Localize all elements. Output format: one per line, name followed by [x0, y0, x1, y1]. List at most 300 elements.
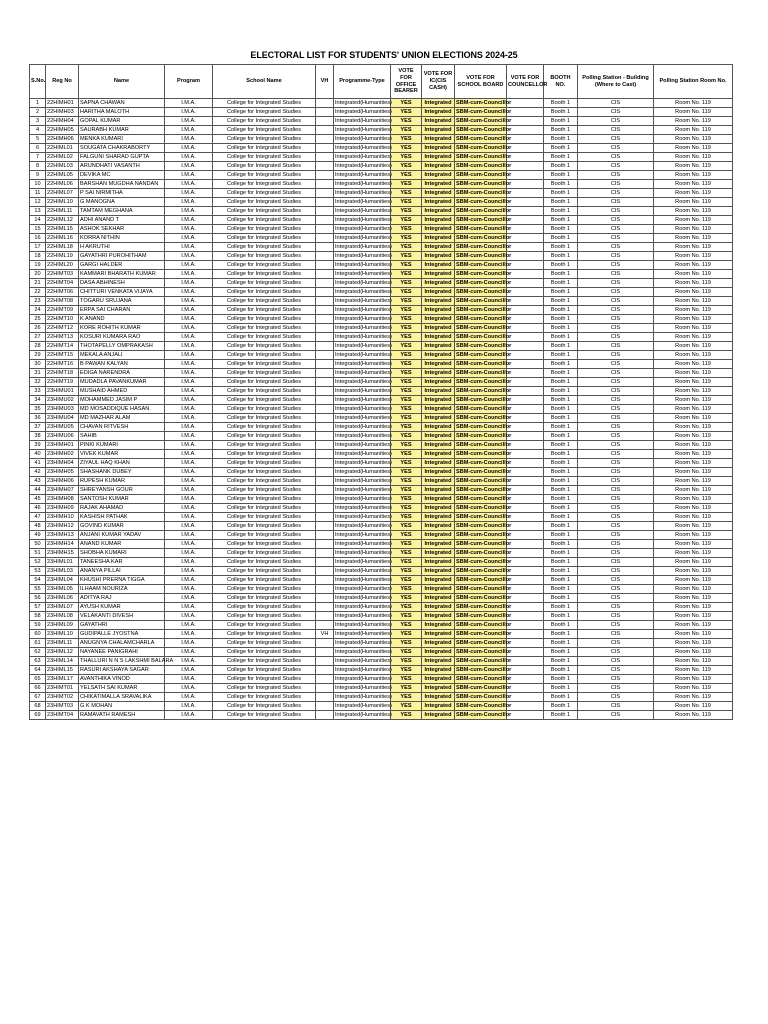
cell-vote-councellor	[507, 522, 544, 531]
cell-polling-room: Room No. 119	[654, 711, 733, 720]
cell-program: I.M.A.	[165, 432, 213, 441]
cell-vote-ic: Integrated	[422, 540, 455, 549]
cell-program: I.M.A.	[165, 513, 213, 522]
cell-reg-no: 22HIMH06	[46, 135, 79, 144]
cell-vote-office-bearer: YES	[391, 99, 422, 108]
cell-vh: VH	[316, 630, 334, 639]
cell-vote-councellor	[507, 477, 544, 486]
cell-programme-type: Integrated(Humanities)	[335, 271, 392, 277]
cell-polling-room: Room No. 119	[654, 126, 733, 135]
cell-program: I.M.A.	[165, 531, 213, 540]
cell-booth: Booth 1	[544, 342, 578, 351]
table-row	[30, 288, 733, 297]
cell-school: College for Integrated Studies	[213, 657, 316, 666]
cell-vote-councellor	[507, 702, 544, 711]
cell-polling-building: CIS	[578, 441, 654, 450]
cell-reg-no: 23HIMT01	[46, 684, 79, 693]
cell-school: College for Integrated Studies	[213, 360, 316, 369]
cell-vote-ic: Integrated	[422, 414, 455, 423]
cell-polling-room: Room No. 119	[654, 540, 733, 549]
cell-sno: 8	[30, 162, 46, 171]
cell-vote-office-bearer: YES	[391, 603, 422, 612]
table-row	[30, 351, 733, 360]
cell-program: I.M.A.	[165, 603, 213, 612]
cell-programme-type: Integrated(Humanities)	[335, 703, 392, 709]
cell-sno: 56	[30, 594, 46, 603]
cell-booth: Booth 1	[544, 126, 578, 135]
table-row	[30, 306, 733, 315]
cell-program: I.M.A.	[165, 198, 213, 207]
cell-vote-ic: Integrated	[422, 360, 455, 369]
cell-vote-councellor	[507, 243, 544, 252]
cell-sno: 34	[30, 396, 46, 405]
table-row	[30, 117, 733, 126]
table-row	[30, 279, 733, 288]
cell-vh	[316, 612, 334, 621]
cell-vote-office-bearer: YES	[391, 261, 422, 270]
cell-sno: 2	[30, 108, 46, 117]
cell-polling-building: CIS	[578, 297, 654, 306]
cell-vote-school-board: SBM-cum-Councillor	[456, 181, 512, 187]
cell-program: I.M.A.	[165, 270, 213, 279]
cell-program: I.M.A.	[165, 459, 213, 468]
cell-programme-type: Integrated(Humanities)	[335, 217, 392, 223]
cell-vote-ic: Integrated	[422, 306, 455, 315]
cell-polling-room: Room No. 119	[654, 207, 733, 216]
cell-vote-ic: Integrated	[422, 117, 455, 126]
table-row	[30, 405, 733, 414]
cell-reg-no: 22HIMT10	[46, 315, 79, 324]
cell-polling-building: CIS	[578, 144, 654, 153]
cell-vh	[316, 99, 334, 108]
cell-polling-room: Room No. 119	[654, 675, 733, 684]
cell-programme-type: Integrated(Humanities)	[335, 658, 392, 664]
cell-booth: Booth 1	[544, 387, 578, 396]
cell-vote-school-board: SBM-cum-Councillor	[456, 343, 512, 349]
cell-polling-building: CIS	[578, 657, 654, 666]
cell-sno: 28	[30, 342, 46, 351]
cell-vote-councellor	[507, 639, 544, 648]
cell-polling-room: Room No. 119	[654, 684, 733, 693]
cell-reg-no: 23HIMU06	[46, 432, 79, 441]
cell-reg-no: 23HIML07	[46, 603, 79, 612]
cell-program: I.M.A.	[165, 648, 213, 657]
cell-booth: Booth 1	[544, 288, 578, 297]
cell-school: College for Integrated Studies	[213, 216, 316, 225]
cell-vh	[316, 405, 334, 414]
col-header-vh: VH	[316, 65, 334, 99]
cell-vote-councellor	[507, 459, 544, 468]
cell-sno: 65	[30, 675, 46, 684]
cell-vote-councellor	[507, 261, 544, 270]
cell-school: College for Integrated Studies	[213, 279, 316, 288]
cell-vote-office-bearer: YES	[391, 234, 422, 243]
table-row	[30, 153, 733, 162]
cell-polling-room: Room No. 119	[654, 342, 733, 351]
cell-polling-room: Room No. 119	[654, 225, 733, 234]
cell-reg-no: 22HIMH03	[46, 108, 79, 117]
cell-vote-school-board: SBM-cum-Councillor	[456, 586, 512, 592]
table-row	[30, 711, 733, 720]
cell-booth: Booth 1	[544, 315, 578, 324]
cell-reg-no: 23HIMH13	[46, 531, 79, 540]
cell-name: AVANTHIKA VINOD	[79, 675, 165, 684]
cell-polling-building: CIS	[578, 621, 654, 630]
cell-sno: 26	[30, 324, 46, 333]
cell-reg-no: 22HIML05	[46, 171, 79, 180]
cell-programme-type: Integrated(Humanities)	[335, 388, 392, 394]
cell-vh	[316, 702, 334, 711]
cell-polling-building: CIS	[578, 540, 654, 549]
cell-vote-school-board: SBM-cum-Councillor	[456, 523, 512, 529]
cell-vote-school-board: SBM-cum-Councillor	[456, 604, 512, 610]
cell-school: College for Integrated Studies	[213, 243, 316, 252]
cell-vote-office-bearer: YES	[391, 639, 422, 648]
cell-vote-office-bearer: YES	[391, 486, 422, 495]
col-header-vote-office-bearer: VOTE FOR OFFICE BEARER	[391, 65, 422, 99]
cell-reg-no: 23HIMT04	[46, 711, 79, 720]
cell-program: I.M.A.	[165, 612, 213, 621]
cell-name: PINKI KUMARI	[79, 441, 165, 450]
cell-vote-school-board: SBM-cum-Councillor	[456, 208, 512, 214]
cell-sno: 41	[30, 459, 46, 468]
cell-vote-school-board: SBM-cum-Councillor	[456, 370, 512, 376]
cell-polling-room: Room No. 119	[654, 360, 733, 369]
cell-booth: Booth 1	[544, 396, 578, 405]
cell-vote-office-bearer: YES	[391, 576, 422, 585]
cell-vote-office-bearer: YES	[391, 216, 422, 225]
cell-program: I.M.A.	[165, 207, 213, 216]
cell-programme-type: Integrated(Humanities)	[335, 631, 392, 637]
cell-polling-room: Room No. 119	[654, 153, 733, 162]
cell-sno: 25	[30, 315, 46, 324]
cell-polling-building: CIS	[578, 315, 654, 324]
cell-reg-no: 23HIMT02	[46, 693, 79, 702]
cell-name: YELSATH SAI KUMAR	[79, 684, 165, 693]
cell-vote-school-board: SBM-cum-Councillor	[456, 190, 512, 196]
cell-reg-no: 22HIMT14	[46, 342, 79, 351]
cell-polling-room: Room No. 119	[654, 261, 733, 270]
cell-vote-office-bearer: YES	[391, 549, 422, 558]
cell-reg-no: 22HIML03	[46, 162, 79, 171]
cell-sno: 35	[30, 405, 46, 414]
cell-vh	[316, 684, 334, 693]
cell-vote-councellor	[507, 153, 544, 162]
cell-vote-office-bearer: YES	[391, 540, 422, 549]
cell-school: College for Integrated Studies	[213, 225, 316, 234]
table-row	[30, 639, 733, 648]
cell-vote-office-bearer: YES	[391, 432, 422, 441]
cell-sno: 18	[30, 252, 46, 261]
cell-polling-building: CIS	[578, 396, 654, 405]
cell-vote-ic: Integrated	[422, 279, 455, 288]
cell-vote-office-bearer: YES	[391, 666, 422, 675]
cell-vote-councellor	[507, 594, 544, 603]
cell-reg-no: 23HIML01	[46, 558, 79, 567]
cell-reg-no: 23HIMH07	[46, 486, 79, 495]
cell-vote-ic: Integrated	[422, 198, 455, 207]
cell-program: I.M.A.	[165, 657, 213, 666]
cell-reg-no: 23HIMH08	[46, 495, 79, 504]
cell-vote-ic: Integrated	[422, 486, 455, 495]
cell-polling-room: Room No. 119	[654, 648, 733, 657]
cell-polling-building: CIS	[578, 702, 654, 711]
cell-vote-office-bearer: YES	[391, 522, 422, 531]
cell-programme-type: Integrated(Humanities)	[335, 109, 392, 115]
cell-programme-type: Integrated(Humanities)	[335, 136, 392, 142]
cell-school: College for Integrated Studies	[213, 711, 316, 720]
cell-vote-ic: Integrated	[422, 252, 455, 261]
cell-booth: Booth 1	[544, 369, 578, 378]
cell-vote-councellor	[507, 648, 544, 657]
cell-sno: 23	[30, 297, 46, 306]
cell-vote-councellor	[507, 252, 544, 261]
cell-polling-building: CIS	[578, 711, 654, 720]
cell-booth: Booth 1	[544, 270, 578, 279]
cell-name: RUPESH KUMAR	[79, 477, 165, 486]
col-header-name: Name	[79, 65, 165, 99]
cell-reg-no: 23HIMU03	[46, 405, 79, 414]
cell-program: I.M.A.	[165, 180, 213, 189]
cell-vote-school-board: SBM-cum-Councillor	[456, 577, 512, 583]
cell-vote-school-board: SBM-cum-Councillor	[456, 262, 512, 268]
cell-polling-room: Room No. 119	[654, 630, 733, 639]
cell-vote-councellor	[507, 675, 544, 684]
cell-polling-room: Room No. 119	[654, 144, 733, 153]
cell-sno: 63	[30, 657, 46, 666]
cell-polling-room: Room No. 119	[654, 405, 733, 414]
cell-vote-office-bearer: YES	[391, 396, 422, 405]
cell-vote-ic: Integrated	[422, 621, 455, 630]
cell-sno: 17	[30, 243, 46, 252]
cell-name: ADHI ANAND T	[79, 216, 165, 225]
cell-vote-school-board: SBM-cum-Councillor	[456, 145, 512, 151]
cell-programme-type: Integrated(Humanities)	[335, 235, 392, 241]
cell-sno: 52	[30, 558, 46, 567]
table-row	[30, 675, 733, 684]
table-row	[30, 495, 733, 504]
cell-vote-councellor	[507, 495, 544, 504]
cell-polling-room: Room No. 119	[654, 117, 733, 126]
cell-program: I.M.A.	[165, 693, 213, 702]
cell-vote-ic: Integrated	[422, 522, 455, 531]
cell-reg-no: 22HIMT04	[46, 279, 79, 288]
cell-vote-school-board: SBM-cum-Councillor	[456, 109, 512, 115]
cell-vh	[316, 540, 334, 549]
cell-vote-ic: Integrated	[422, 576, 455, 585]
cell-vote-ic: Integrated	[422, 441, 455, 450]
cell-polling-building: CIS	[578, 603, 654, 612]
cell-name: MUDADLA PAVANKUMAR	[79, 378, 165, 387]
cell-name: ANJANI KUMAR YADAV	[79, 531, 165, 540]
cell-vh	[316, 432, 334, 441]
cell-polling-room: Room No. 119	[654, 189, 733, 198]
cell-sno: 14	[30, 216, 46, 225]
cell-sno: 68	[30, 702, 46, 711]
cell-name: CHIKATIMALLA SRAVALIKA	[79, 693, 165, 702]
cell-program: I.M.A.	[165, 243, 213, 252]
cell-polling-room: Room No. 119	[654, 279, 733, 288]
cell-programme-type: Integrated(Humanities)	[335, 523, 392, 529]
cell-name: KAMMARI BHARATH KUMAR	[79, 270, 165, 279]
cell-polling-room: Room No. 119	[654, 369, 733, 378]
cell-polling-building: CIS	[578, 234, 654, 243]
cell-program: I.M.A.	[165, 549, 213, 558]
cell-vote-school-board: SBM-cum-Councillor	[456, 694, 512, 700]
cell-vote-councellor	[507, 468, 544, 477]
cell-school: College for Integrated Studies	[213, 207, 316, 216]
cell-vh	[316, 531, 334, 540]
cell-program: I.M.A.	[165, 684, 213, 693]
cell-polling-building: CIS	[578, 477, 654, 486]
cell-vh	[316, 522, 334, 531]
cell-vote-ic: Integrated	[422, 315, 455, 324]
cell-programme-type: Integrated(Humanities)	[335, 478, 392, 484]
cell-program: I.M.A.	[165, 378, 213, 387]
cell-booth: Booth 1	[544, 198, 578, 207]
cell-vote-office-bearer: YES	[391, 288, 422, 297]
table-row	[30, 171, 733, 180]
cell-name: RAMAVATH RAMESH	[79, 711, 165, 720]
cell-program: I.M.A.	[165, 675, 213, 684]
cell-program: I.M.A.	[165, 567, 213, 576]
cell-polling-building: CIS	[578, 504, 654, 513]
cell-reg-no: 23HIML05	[46, 585, 79, 594]
cell-vote-school-board: SBM-cum-Councillor	[456, 100, 512, 106]
cell-program: I.M.A.	[165, 639, 213, 648]
cell-program: I.M.A.	[165, 99, 213, 108]
cell-school: College for Integrated Studies	[213, 585, 316, 594]
cell-vote-school-board: SBM-cum-Councillor	[456, 217, 512, 223]
cell-polling-room: Room No. 119	[654, 234, 733, 243]
cell-vote-councellor	[507, 279, 544, 288]
cell-vh	[316, 468, 334, 477]
cell-school: College for Integrated Studies	[213, 387, 316, 396]
cell-polling-building: CIS	[578, 387, 654, 396]
cell-polling-building: CIS	[578, 459, 654, 468]
cell-vote-ic: Integrated	[422, 630, 455, 639]
cell-vote-councellor	[507, 198, 544, 207]
cell-sno: 54	[30, 576, 46, 585]
cell-vh	[316, 603, 334, 612]
cell-vote-office-bearer: YES	[391, 108, 422, 117]
cell-vote-ic: Integrated	[422, 531, 455, 540]
cell-booth: Booth 1	[544, 414, 578, 423]
cell-sno: 49	[30, 531, 46, 540]
cell-reg-no: 22HIMT15	[46, 351, 79, 360]
col-header-vote-ic: VOTE FOR IC(CIS CASH)	[422, 65, 455, 99]
cell-name: SHASHANK DUBEY	[79, 468, 165, 477]
table-row	[30, 189, 733, 198]
cell-school: College for Integrated Studies	[213, 423, 316, 432]
cell-school: College for Integrated Studies	[213, 504, 316, 513]
cell-programme-type: Integrated(Humanities)	[335, 586, 392, 592]
cell-school: College for Integrated Studies	[213, 135, 316, 144]
cell-sno: 60	[30, 630, 46, 639]
cell-name: KORE ROHITH KUMAR	[79, 324, 165, 333]
table-row	[30, 432, 733, 441]
cell-school: College for Integrated Studies	[213, 288, 316, 297]
cell-school: College for Integrated Studies	[213, 477, 316, 486]
cell-sno: 5	[30, 135, 46, 144]
cell-sno: 40	[30, 450, 46, 459]
cell-polling-room: Room No. 119	[654, 621, 733, 630]
cell-program: I.M.A.	[165, 252, 213, 261]
cell-vote-office-bearer: YES	[391, 657, 422, 666]
cell-vote-school-board: SBM-cum-Councillor	[456, 433, 512, 439]
cell-sno: 19	[30, 261, 46, 270]
cell-vote-ic: Integrated	[422, 108, 455, 117]
cell-sno: 9	[30, 171, 46, 180]
cell-vote-councellor	[507, 126, 544, 135]
cell-vote-ic: Integrated	[422, 558, 455, 567]
cell-program: I.M.A.	[165, 585, 213, 594]
cell-vote-school-board: SBM-cum-Councillor	[456, 127, 512, 133]
cell-polling-room: Room No. 119	[654, 198, 733, 207]
cell-booth: Booth 1	[544, 108, 578, 117]
cell-name: MEKALA ANJALI	[79, 351, 165, 360]
cell-vote-office-bearer: YES	[391, 594, 422, 603]
table-row	[30, 243, 733, 252]
cell-vote-ic: Integrated	[422, 387, 455, 396]
cell-vote-school-board: SBM-cum-Councillor	[456, 541, 512, 547]
cell-program: I.M.A.	[165, 144, 213, 153]
cell-vh	[316, 396, 334, 405]
cell-vh	[316, 648, 334, 657]
cell-school: College for Integrated Studies	[213, 450, 316, 459]
cell-vote-ic: Integrated	[422, 405, 455, 414]
cell-sno: 47	[30, 513, 46, 522]
cell-vote-ic: Integrated	[422, 468, 455, 477]
cell-vote-ic: Integrated	[422, 684, 455, 693]
cell-program: I.M.A.	[165, 135, 213, 144]
cell-vote-office-bearer: YES	[391, 612, 422, 621]
cell-name: ILHAAM NOURIZA	[79, 585, 165, 594]
cell-reg-no: 23HIML09	[46, 621, 79, 630]
cell-name: EDIGA NARENDRA	[79, 369, 165, 378]
cell-polling-building: CIS	[578, 666, 654, 675]
cell-vote-councellor	[507, 684, 544, 693]
cell-school: College for Integrated Studies	[213, 495, 316, 504]
cell-vote-school-board: SBM-cum-Councillor	[456, 568, 512, 574]
cell-booth: Booth 1	[544, 504, 578, 513]
cell-vote-ic: Integrated	[422, 594, 455, 603]
cell-booth: Booth 1	[544, 378, 578, 387]
cell-programme-type: Integrated(Humanities)	[335, 343, 392, 349]
cell-school: College for Integrated Studies	[213, 351, 316, 360]
cell-programme-type: Integrated(Humanities)	[335, 253, 392, 259]
cell-vote-school-board: SBM-cum-Councillor	[456, 352, 512, 358]
cell-booth: Booth 1	[544, 702, 578, 711]
cell-school: College for Integrated Studies	[213, 396, 316, 405]
cell-program: I.M.A.	[165, 540, 213, 549]
cell-sno: 43	[30, 477, 46, 486]
cell-reg-no: 23HIMH14	[46, 540, 79, 549]
cell-vh	[316, 135, 334, 144]
cell-reg-no: 22HIMT06	[46, 288, 79, 297]
cell-sno: 44	[30, 486, 46, 495]
cell-name: RASURI AKSHAYA SAGAR	[79, 666, 165, 675]
cell-program: I.M.A.	[165, 594, 213, 603]
cell-booth: Booth 1	[544, 639, 578, 648]
cell-name: KORRA NITHIN	[79, 234, 165, 243]
cell-programme-type: Integrated(Humanities)	[335, 424, 392, 430]
cell-vote-school-board: SBM-cum-Councillor	[456, 334, 512, 340]
cell-school: College for Integrated Studies	[213, 324, 316, 333]
cell-polling-building: CIS	[578, 243, 654, 252]
cell-name: SHREYANSH GOUR	[79, 486, 165, 495]
cell-polling-room: Room No. 119	[654, 333, 733, 342]
